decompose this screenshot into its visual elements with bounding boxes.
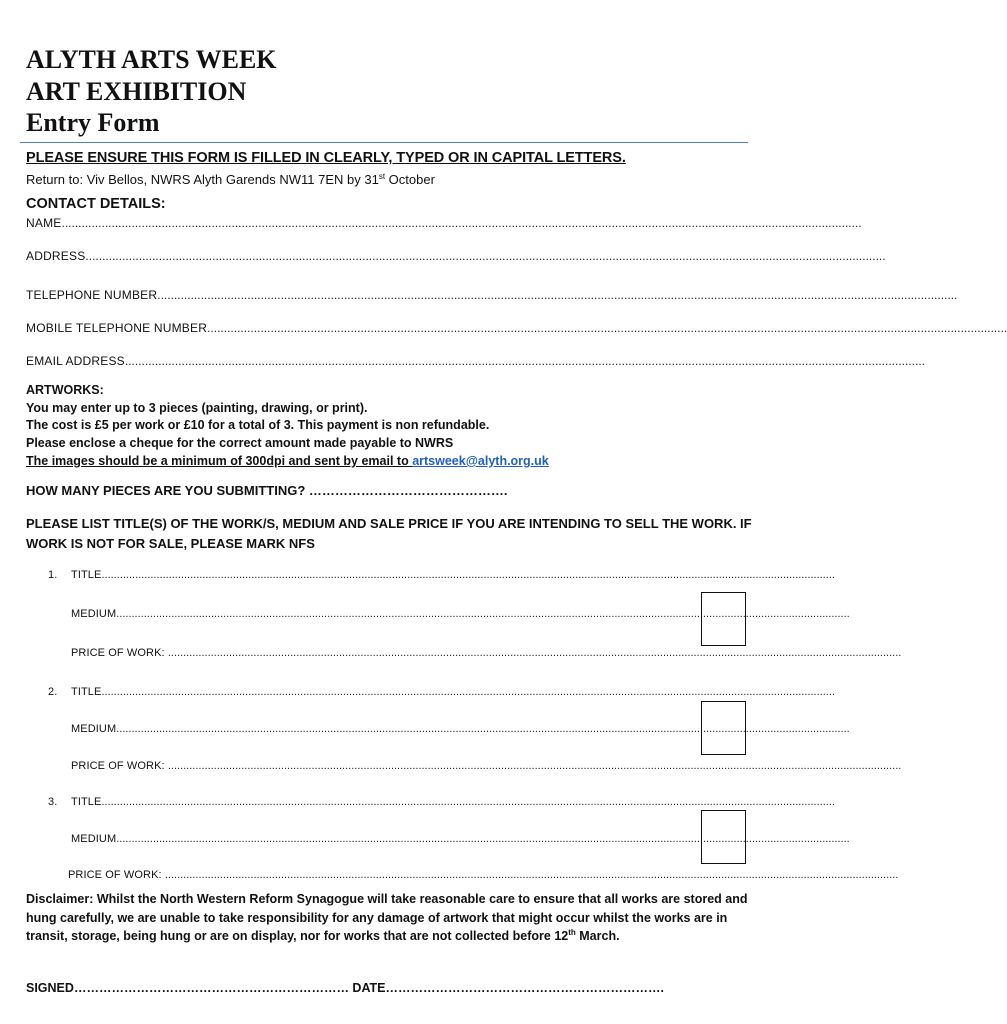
form-title: [26, 44, 277, 139]
work-2-price-dotted-line[interactable]: ................................................................................................................................................................................................................................................: [167, 760, 902, 772]
work-1-price-label: PRICE OF WORK:: [71, 647, 168, 659]
work-2-nfs-box[interactable]: [701, 701, 746, 755]
work-1-price-dotted-line[interactable]: ................................................................................................................................................................................................................................................: [167, 647, 902, 659]
name-field[interactable]: [26, 216, 862, 230]
pieces-question: [26, 483, 508, 498]
signed-dotted-line[interactable]: …………………………………………………………: [73, 981, 353, 995]
work-3-medium-row[interactable]: [71, 833, 850, 845]
return-address: [26, 172, 435, 187]
work-1-price-row[interactable]: [71, 647, 902, 659]
work-3-number: 3.: [48, 796, 58, 808]
work-3-medium-label: MEDIUM: [71, 833, 117, 845]
artworks-section: [26, 382, 549, 471]
telephone-field[interactable]: [26, 288, 958, 302]
work-3-nfs-box[interactable]: [701, 810, 746, 864]
return-ordinal: st: [378, 172, 386, 181]
signed-label: SIGNED: [26, 981, 74, 995]
email-field[interactable]: [26, 354, 926, 368]
telephone-label: TELEPHONE NUMBER: [26, 288, 158, 302]
telephone-dotted-line[interactable]: ................................................................................................................................................................................................................................................: [157, 288, 958, 302]
disclaimer-end: March.: [575, 929, 620, 943]
name-dotted-line[interactable]: ................................................................................................................................................................................................................................................: [61, 216, 862, 230]
work-3-title-row[interactable]: [48, 796, 835, 808]
work-2-medium-label: MEDIUM: [71, 723, 117, 735]
mobile-label: MOBILE TELEPHONE NUMBER: [26, 321, 208, 335]
header-divider: [20, 142, 748, 143]
address-dotted-line[interactable]: ................................................................................................................................................................................................................................................: [85, 249, 886, 263]
work-2-price-row[interactable]: [71, 760, 902, 772]
work-3-title-label: TITLE: [71, 796, 102, 808]
title-line-3: Entry Form: [26, 108, 160, 137]
work-2-medium-row[interactable]: [71, 723, 850, 735]
artworks-cheque: Please enclose a cheque for the correct amount made payable to NWRS: [26, 436, 454, 451]
work-1-title-row[interactable]: [48, 569, 835, 581]
date-label: DATE: [352, 981, 386, 995]
artworks-images-text: The images should be a minimum of 300dpi and sent by email to: [26, 453, 413, 468]
title-line-2: ART EXHIBITION: [26, 76, 247, 106]
work-2-number: 2.: [48, 686, 58, 698]
date-dotted-line[interactable]: ………………………………………………………….: [385, 981, 665, 995]
work-2-price-label: PRICE OF WORK:: [71, 760, 168, 772]
work-3-title-dotted-line[interactable]: ................................................................................................................................................................................................................................................: [101, 796, 835, 808]
disclaimer-ordinal: th: [568, 928, 576, 937]
work-1-title-label: TITLE: [71, 569, 102, 581]
mobile-dotted-line[interactable]: ................................................................................................................................................................................................................................................: [207, 321, 1007, 335]
work-3-price-label: PRICE OF WORK:: [68, 869, 165, 881]
email-link[interactable]: artsweek@alyth.org.uk: [412, 453, 549, 468]
work-1-medium-row[interactable]: [71, 608, 850, 620]
work-1-number: 1.: [48, 569, 58, 581]
email-label: EMAIL ADDRESS: [26, 354, 125, 368]
disclaimer: [26, 890, 750, 946]
mobile-field[interactable]: [26, 321, 1007, 335]
work-1-nfs-box[interactable]: [701, 592, 746, 646]
artworks-cost: The cost is £5 per work or £10 for a total of 3. This payment is non refundable.: [26, 418, 490, 433]
list-heading: PLEASE LIST TITLE(S) OF THE WORK/S, MEDIUM AND SALE PRICE IF YOU ARE INTENDING TO SELL THE WORK. IF WORK IS NOT FOR SALE, PLEASE MARK NFS: [26, 516, 752, 551]
artworks-images: [26, 453, 549, 471]
work-2-title-row[interactable]: [48, 686, 835, 698]
work-2-title-label: TITLE: [71, 686, 102, 698]
work-3-price-row[interactable]: [68, 869, 899, 881]
return-prefix: Return to: Viv Bellos, NWRS Alyth Garends NW11 7EN by 31: [26, 172, 379, 187]
email-dotted-line[interactable]: ................................................................................................................................................................................................................................................: [124, 354, 926, 368]
work-3-price-dotted-line[interactable]: ................................................................................................................................................................................................................................................: [164, 869, 899, 881]
pieces-dotted-line[interactable]: ……………………………………….: [308, 483, 508, 498]
work-1-medium-dotted-line[interactable]: ................................................................................................................................................................................................................................................: [116, 608, 850, 620]
disclaimer-text: Disclaimer: Whilst the North Western Reform Synagogue will take reasonable care to ensure that all works are stored and hung carefully, we are unable to take responsibility for any damage of artwork that might occur whilst the works are in transit, storage, being hung or are on display, nor for works that are not collected before 12: [26, 892, 748, 943]
artworks-limit: You may enter up to 3 pieces (painting, drawing, or print).: [26, 400, 368, 415]
name-label: NAME: [26, 216, 62, 230]
fill-notice: PLEASE ENSURE THIS FORM IS FILLED IN CLEARLY, TYPED OR IN CAPITAL LETTERS.: [26, 150, 626, 166]
work-2-medium-dotted-line[interactable]: ................................................................................................................................................................................................................................................: [116, 723, 850, 735]
address-label: ADDRESS: [26, 249, 86, 263]
work-3-medium-dotted-line[interactable]: ................................................................................................................................................................................................................................................: [116, 833, 850, 845]
pieces-question-text: HOW MANY PIECES ARE YOU SUBMITTING?: [26, 483, 306, 498]
signature-row: [26, 981, 664, 995]
work-2-title-dotted-line[interactable]: ................................................................................................................................................................................................................................................: [101, 686, 835, 698]
work-1-medium-label: MEDIUM: [71, 608, 117, 620]
artworks-heading: ARTWORKS:: [26, 383, 104, 397]
work-1-title-dotted-line[interactable]: ................................................................................................................................................................................................................................................: [101, 569, 835, 581]
address-field[interactable]: [26, 249, 886, 263]
contact-heading: CONTACT DETAILS:: [26, 196, 166, 212]
return-month: October: [385, 172, 435, 187]
title-line-1: ALYTH ARTS WEEK: [26, 45, 277, 74]
